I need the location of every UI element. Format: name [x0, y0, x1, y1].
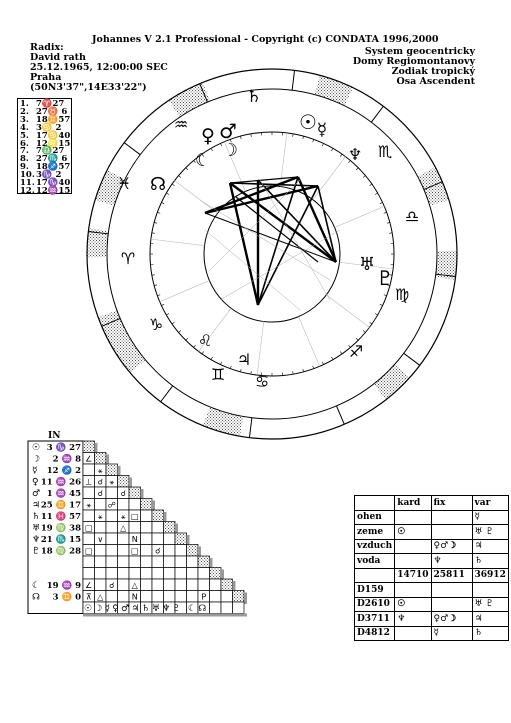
aspect-row-position: 12 ♐ 2: [46, 466, 81, 476]
aspect-diagonal-cell: [210, 568, 222, 580]
aspect-diagonal-cell: [233, 591, 245, 603]
neptune-symbol: ♆: [347, 145, 363, 164]
column-header: fix: [431, 496, 472, 511]
venus-symbol: ♀: [201, 125, 215, 147]
aspect-grid-header: IN: [48, 431, 61, 441]
aspect-diagonal-cell: [187, 545, 199, 557]
aspect-diagonal-cell: [118, 476, 130, 488]
aspect-cell: [164, 545, 176, 557]
element-kard: ☉: [395, 525, 431, 540]
aspect-cell: [152, 568, 164, 580]
house-cusp-value: 7♎27: [36, 146, 65, 157]
aquarius-sign: ♒: [173, 115, 189, 134]
element-kard: [395, 510, 431, 525]
aspect-cell: [129, 556, 141, 568]
aspect-cell: [221, 591, 233, 603]
aspect-row-glyph: ☉: [32, 443, 41, 453]
decanate-fix: [431, 583, 472, 598]
column-header: kard: [395, 496, 431, 511]
element-fix: [431, 510, 472, 525]
aspect-cell: [152, 533, 164, 545]
house-cusp-value: 12♌15: [36, 138, 71, 149]
aspect-symbol: ∨: [97, 535, 104, 544]
aspect-cell: [175, 579, 187, 591]
aspect-row-glyph: ☿: [32, 466, 38, 476]
house-number: 3.: [20, 114, 29, 125]
element-row: [355, 554, 509, 569]
house-number: 7.: [20, 146, 29, 157]
leo-sign: ♌: [197, 331, 213, 350]
decanate-var: ♄: [472, 626, 508, 641]
pisces-sign: ♓: [116, 174, 132, 193]
aspect-row-position: 19 ♒ 9: [46, 581, 81, 591]
aspect-cell: [164, 579, 176, 591]
aspect-cell: [118, 533, 130, 545]
aspect-symbol: ∠: [85, 581, 93, 590]
aspect-cell: [118, 556, 130, 568]
house-cusp-value: 27♏ 6: [36, 154, 68, 165]
element-var: ♃: [472, 539, 508, 554]
aspect-cell: [83, 568, 95, 580]
app-title: Johannes V 2.1 Professional - Copyright (c) CONDATA 1996,2000: [92, 34, 439, 45]
aspect-cell: [118, 591, 130, 603]
aspect-cell: [152, 522, 164, 534]
aspect-cell: [187, 568, 199, 580]
element-row: [355, 510, 509, 525]
aspect-cell: [83, 487, 95, 499]
element-var: ♅ ♇: [472, 525, 508, 540]
jupiter-symbol: ♃: [236, 350, 252, 369]
aspect-cell: [83, 533, 95, 545]
decanate-label: D4812: [355, 626, 395, 641]
decanate-label: D3711: [355, 612, 395, 627]
aspect-symbol: ⚹: [97, 512, 103, 521]
house-cusp-value: 18♐57: [36, 162, 71, 173]
element-row: [355, 525, 509, 540]
aspect-symbol: ☌: [120, 489, 126, 498]
aspect-row-position: 19 ♍ 38: [40, 523, 81, 534]
aspect-cell: [175, 568, 187, 580]
sun-symbol: ☉: [299, 110, 317, 134]
saturn-symbol: ♄: [246, 87, 262, 107]
aspect-footer-glyphs: ☉☽☿♀♂♃♄♅♆♇ ☾☊: [84, 604, 209, 614]
aspect-diagonal-cell: [152, 510, 164, 522]
element-fix: [431, 525, 472, 540]
aspect-cell: [164, 568, 176, 580]
aspect-symbol: ⚹: [86, 500, 92, 510]
aspect-cell: [106, 568, 118, 580]
aspect-cell: [95, 568, 107, 580]
aspect-row-glyph: ☾: [32, 581, 41, 591]
element-label: voda: [355, 554, 395, 569]
aspect-symbol: ⚹: [97, 466, 103, 475]
aspect-symbol: P: [201, 592, 207, 602]
corner-cell: [355, 496, 395, 511]
grid-shadow: [244, 593, 247, 605]
aspect-cell: [141, 556, 153, 568]
virgo-sign: ♍: [394, 285, 410, 304]
aspect-row-position: 25 ♊ 17: [40, 500, 81, 511]
aspect-cell: [141, 510, 153, 522]
uranus-symbol: ♅: [358, 254, 376, 275]
house-cusp-value: 17♋40: [36, 130, 71, 141]
aspect-diagonal-cell: [106, 464, 118, 476]
aspect-symbol: N: [131, 535, 138, 544]
decanate-row: [355, 626, 509, 641]
radix-label: Radix:: [30, 42, 64, 53]
aspect-cell: [141, 522, 153, 534]
birth-coordinates: (50N3'37",14E33'22"): [30, 82, 147, 93]
house-number: 2.: [20, 106, 29, 117]
aspect-cell: [175, 591, 187, 603]
aspect-row-position: 1 ♒ 45: [46, 489, 81, 499]
decanate-var: ♅ ♇: [472, 597, 508, 612]
house-cusp-value: 17♑40: [36, 178, 71, 189]
aspect-row-position: 21 ♏ 15: [40, 535, 81, 545]
aspect-symbol: ⊥: [85, 477, 93, 487]
aspect-diagonal-cell: [129, 487, 141, 499]
aspect-cell: [187, 556, 199, 568]
decanate-row: [355, 597, 509, 612]
aspect-row-position: 18 ♍ 28: [40, 546, 81, 557]
element-var: ☿: [472, 510, 508, 525]
aspect-cell: [141, 568, 153, 580]
element-fix: ♆: [431, 554, 472, 569]
aspect-cell: [152, 556, 164, 568]
house-cusp-value: 18♊57: [36, 114, 71, 125]
decanate-row: [355, 612, 509, 627]
aspect-cell: [106, 533, 118, 545]
aspect-cell: [164, 556, 176, 568]
moon-node-symbol: ☽: [221, 140, 239, 161]
mercury-symbol: ☿: [316, 120, 328, 140]
aspect-cell: [83, 556, 95, 568]
pluto-symbol: ♇: [376, 266, 394, 290]
decanate-row: [355, 583, 509, 598]
aspect-cell: [129, 568, 141, 580]
aspect-symbol: □: [130, 546, 139, 556]
scorpio-sign: ♏: [377, 142, 393, 161]
element-row: [355, 539, 509, 554]
capricorn-sign: ♑: [148, 315, 164, 334]
totals-value: 25811: [431, 568, 472, 583]
decanate-kard: ☉: [395, 597, 431, 612]
house-cusp-value: 3♑ 2: [36, 170, 62, 181]
aspect-row-glyph: ♆: [32, 535, 41, 545]
house-number: 8.: [20, 154, 29, 165]
decanate-fix: ♀♂☽: [431, 612, 472, 627]
house-cusp-value: 3♋ 2: [36, 122, 62, 133]
house-system-setting: Domy Regiomontanovy: [352, 56, 475, 67]
element-kard: [395, 554, 431, 569]
element-fix: ♀♂☽: [431, 539, 472, 554]
aspect-row-glyph: ♇: [32, 546, 41, 557]
aspect-row-glyph: ♅: [32, 523, 41, 534]
decanate-kard: [395, 626, 431, 641]
decanate-label: D159: [355, 583, 395, 598]
decanate-kard: ♆: [395, 612, 431, 627]
aspect-row-position: 11 ♒ 26: [40, 477, 81, 488]
birth-datetime: 25.12.1965, 12:00:00 SEC: [30, 62, 168, 73]
aspect-symbol: ☌: [97, 477, 103, 487]
aspect-row-position: 11 ♓ 57: [40, 512, 81, 522]
aspect-cell: [106, 591, 118, 603]
decanate-var: ♃: [472, 612, 508, 627]
aspect-cell: [95, 499, 107, 511]
aspect-cell: [118, 568, 130, 580]
aspect-cell: [210, 591, 222, 603]
node-symbol: ☊: [150, 174, 166, 195]
element-label: ohen: [355, 510, 395, 525]
aspect-diagonal-cell: [175, 533, 187, 545]
aspect-symbol: □: [84, 546, 93, 556]
system-setting: System geocentricky: [364, 46, 475, 57]
aspect-cell: [106, 545, 118, 557]
aspect-diagonal-cell: [198, 556, 210, 568]
house-number: 12.: [20, 185, 35, 196]
aspect-row-glyph: ☊: [32, 592, 40, 603]
aspect-symbol: ☌: [109, 581, 115, 590]
aspect-row-position: 2 ♒ 8: [52, 454, 81, 465]
aspect-row-position: 3 ♑ 27: [46, 443, 81, 453]
aspect-cell: [129, 499, 141, 511]
aspect-cell: [141, 533, 153, 545]
aspect-row-glyph: ♂: [32, 489, 41, 499]
aspect-cell: [141, 545, 153, 557]
aspect-cell: [164, 533, 176, 545]
aspect-cell: [83, 510, 95, 522]
aspect-cell: [95, 522, 107, 534]
aspect-symbol: N: [131, 592, 138, 602]
aspect-symbol: ∠: [85, 454, 93, 464]
aspect-symbol: ☍: [107, 500, 116, 510]
totals-label: [355, 568, 395, 583]
aspect-cell: [106, 487, 118, 499]
totals-value: 36912: [472, 568, 508, 583]
person-name: David rath: [30, 52, 86, 63]
elements-header-row: [355, 496, 509, 511]
aspect-row-glyph: ♀: [32, 477, 39, 488]
aspect-cell: [141, 591, 153, 603]
house-number: 6.: [20, 138, 29, 149]
aspect-symbol: △: [120, 523, 127, 533]
decanate-fix: ☿: [431, 626, 472, 641]
aspect-cell: [118, 579, 130, 591]
aspect-cell: [118, 545, 130, 557]
aspect-cell: [95, 545, 107, 557]
aspect-cell: [152, 591, 164, 603]
element-kard: [395, 539, 431, 554]
aspect-diagonal-cell: [141, 499, 153, 511]
aries-sign: ♈: [120, 249, 136, 268]
house-number: 11.: [20, 178, 35, 189]
aspect-symbol: ☌: [155, 546, 161, 556]
aspect-cell: [187, 591, 199, 603]
footer-cell: [233, 602, 245, 614]
house-number: 4.: [20, 122, 29, 133]
mars-symbol: ♂: [219, 119, 237, 143]
aspect-cell: [106, 522, 118, 534]
column-header: var: [472, 496, 508, 511]
aspect-symbol: △: [131, 581, 138, 590]
element-var: ♄: [472, 554, 508, 569]
aspect-row-glyph: ☽: [32, 454, 41, 465]
decanate-var: [472, 583, 508, 598]
element-label: vzduch: [355, 539, 395, 554]
libra-sign: ♎: [404, 207, 420, 226]
aspect-cell: [164, 591, 176, 603]
axis-setting: Osa Ascendent: [396, 76, 475, 87]
aspect-cell: [106, 510, 118, 522]
aspect-cell: [198, 568, 210, 580]
aspect-diagonal-cell: [83, 441, 95, 453]
aspect-symbol: ☌: [97, 489, 103, 498]
footer-cell: [210, 602, 222, 614]
aspect-cell: [83, 464, 95, 476]
aspect-symbol: □: [84, 523, 93, 533]
aspect-cell: [95, 556, 107, 568]
house-cusp-value: 27♉ 6: [36, 106, 68, 117]
totals-row: [355, 568, 509, 583]
house-cusp-value: 7♈27: [36, 99, 65, 109]
aspect-symbol: ⚹: [120, 512, 126, 521]
aspect-cell: [175, 556, 187, 568]
aspect-cell: [187, 579, 199, 591]
aspect-cell: [95, 579, 107, 591]
aspect-row-position: 3 ♊ 0: [52, 592, 81, 603]
aspect-cell: [210, 579, 222, 591]
decanate-fix: [431, 597, 472, 612]
aspect-cell: [129, 522, 141, 534]
house-cusp-value: 12♒15: [36, 185, 71, 196]
zodiac-setting: Zodiak tropický: [391, 66, 475, 77]
gemini-sign: ♊: [210, 365, 226, 384]
aspect-diagonal-cell: [221, 579, 233, 591]
aspect-diagonal-cell: [164, 522, 176, 534]
aspect-cell: [175, 545, 187, 557]
footer-cell: [221, 602, 233, 614]
element-label: zeme: [355, 525, 395, 540]
aspect-cell: [152, 579, 164, 591]
aspect-symbol: ⚹: [109, 477, 115, 487]
aspect-symbol: △: [97, 592, 104, 602]
cancer-sign: ♋: [254, 372, 270, 391]
moon-symbol: ☾: [194, 150, 212, 171]
aspect-row-glyph: ♃: [32, 500, 41, 511]
aspect-row-glyph: ♄: [32, 512, 41, 522]
aspect-cell: [106, 556, 118, 568]
house-number: 5.: [20, 130, 29, 141]
aspect-cell: [198, 579, 210, 591]
aspect-cell: [141, 579, 153, 591]
decanate-kard: [395, 583, 431, 598]
house-number: 10.: [20, 170, 35, 181]
aspect-symbol: ⊼: [85, 592, 92, 602]
sagittarius-sign: ♐: [348, 342, 364, 361]
elements-table: [354, 495, 509, 641]
totals-value: 14710: [395, 568, 431, 583]
decanate-label: D2610: [355, 597, 395, 612]
birth-place: Praha: [30, 72, 62, 83]
aspect-diagonal-cell: [95, 453, 107, 465]
aspect-symbol: □: [130, 512, 139, 521]
house-number: 1.: [20, 99, 29, 109]
aspect-cell: [118, 499, 130, 511]
house-number: 9.: [20, 162, 29, 173]
